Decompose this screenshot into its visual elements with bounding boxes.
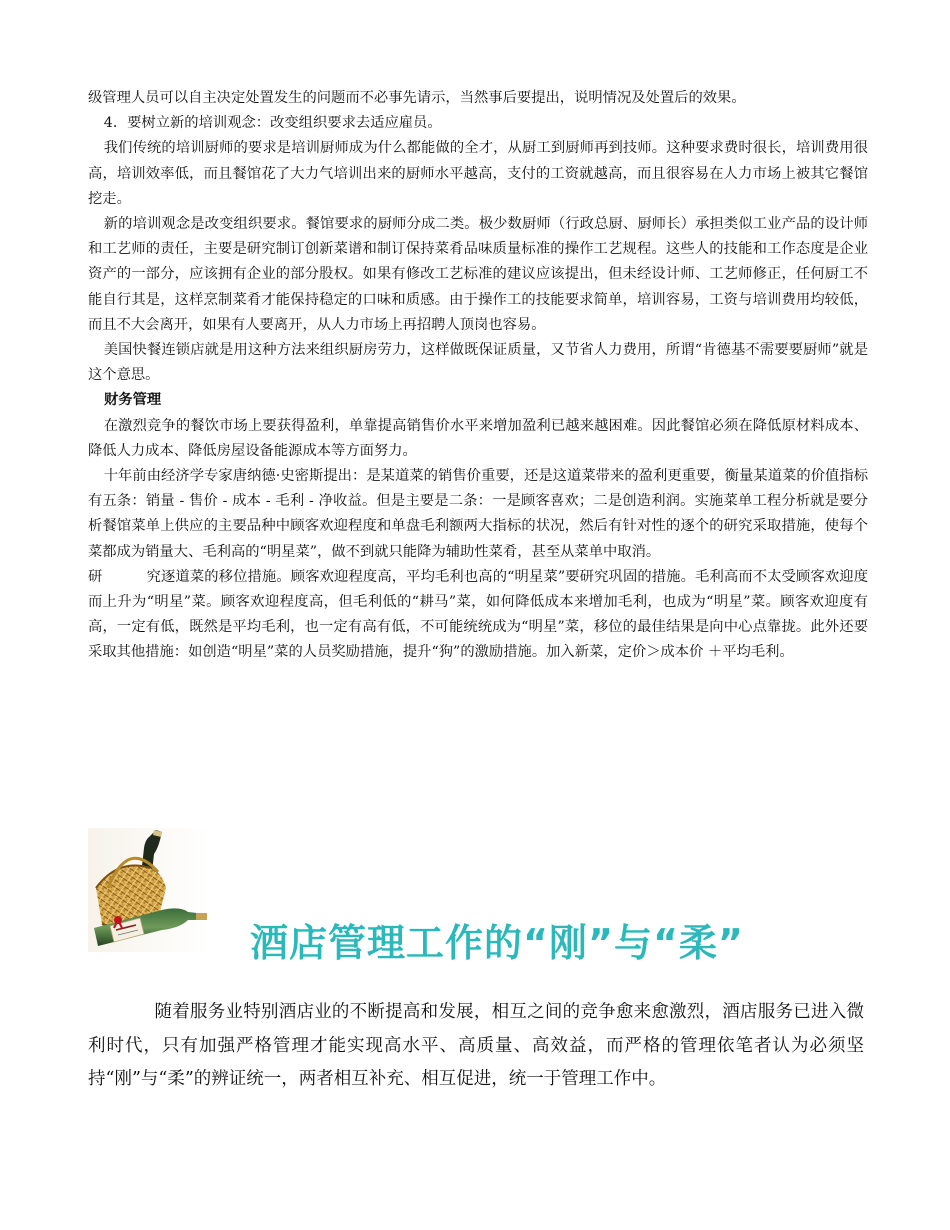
paragraph-menu-engineering: 十年前由经济学专家唐纳德·史密斯提出：是某道菜的销售价重要，还是这道菜带来的盈利更重要，衡量某道菜的价值指标有五条：销量 - 售价 - 成本 - 毛利 - 净收益。但是主要是二条：一是顾客喜欢；二是创造利润。实施菜单工程分析就是要分析餐馆菜单上供应的主要品种中顾客欢迎程度和单盘毛利额两大指标的状况，然后有针对性的逐个的研究采取措施，使每个菜都成为销量大、毛利高的“明星菜”，做不到就只能降为辅助性菜肴，甚至从菜单中取消。 xyxy=(88,468,868,560)
article-intro: 随着服务业特别酒店业的不断提高和发展，相互之间的竞争愈来愈激烈，酒店服务已进入微利时代，只有加强严格管理才能实现高水平、高质量、高效益，而严格的管理依笔者认为必须坚持“刚”与“柔”的辨证统一，两者相互补充、相互促进，统一于管理工作中。 xyxy=(88,1002,864,1089)
article-title: 酒店管理工作的“刚”与“柔” xyxy=(250,921,744,965)
paragraph-new-training: 新的培训观念是改变组织要求。餐馆要求的厨师分成二类。极少数厨师（行政总厨、厨师长）承担类似工业产品的设计师和工艺师的责任，主要是研究制订创新菜谱和制订保持菜肴品味质量标准的操作工艺规程。这些人的技能和工作态度是企业资产的一部分，应该拥有企业的部分股权。如果有修改工艺标准的建议应该提出，但未经设计师、工艺师修正，任何厨工不能自行其是，这样烹制菜肴才能保持稳定的口味和质感。由于操作工的技能要求简单，培训容易，工资与培训费用均较低，而且不大会离开，如果有人要离开，从人力市场上再招聘人顶岗也容易。 xyxy=(88,216,868,333)
paragraph-lead-char: 研 xyxy=(88,568,103,585)
paragraph-dish-shift xyxy=(88,565,868,666)
paragraph-dish-shift-text: 究逐道菜的移位措施。顾客欢迎程度高，平均毛利也高的“明星菜”要研究巩固的措施。毛利高而不太受顾客欢迎度而上升为“明星”菜。顾客欢迎程度高，但毛利低的“耕马”菜，如何降低成本来增加毛利，也成为“明星”菜。顾客欢迎度有高，一定有低，既然是平均毛利，也一定有高有低，不可能统统成为“明星”菜，移位的最佳结果是向中心点靠拢。此外还要采取其他措施：如创造“明星”菜的人员奖励措施，提升“狗”的激励措施。加入新菜，定价＞成本价 ＋平均毛利。 xyxy=(88,568,869,661)
paragraph-profit: 在激烈竞争的餐饮市场上要获得盈利，单靠提高销售价水平来增加盈利已越来越困难。因此餐馆必须在降低原材料成本、降低人力成本、降低房屋设备能源成本等方面努力。 xyxy=(88,417,868,459)
article-header xyxy=(88,828,868,965)
paragraph-fast-food: 美国快餐连锁店就是用这种方法来组织厨房劳力，这样做既保证质量，又节省人力费用，所谓“肯德基不需要要厨师”就是这个意思。 xyxy=(88,342,868,384)
section-heading-finance: 财务管理 xyxy=(104,392,162,409)
article-body xyxy=(88,86,868,666)
paragraph-point-4: 4．要树立新的培训观念：改变组织要求去适应雇员。 xyxy=(103,115,442,132)
paragraph-continuation: 级管理人员可以自主决定处置发生的问题而不必事先请示，当然事后要提出，说明情况及处置后的效果。 xyxy=(88,90,746,106)
wine-bottle-illustration xyxy=(88,828,210,952)
paragraph-traditional-training: 我们传统的培训厨师的要求是培训厨师成为什么都能做的全才，从厨工到厨师再到技师。这种要求费时很长，培训费用很高，培训效率低，而且餐馆花了大力气培训出来的厨师水平越高，支付的工资就越高，而且很容易在人力市场上被其它餐馆挖走。 xyxy=(88,140,868,207)
